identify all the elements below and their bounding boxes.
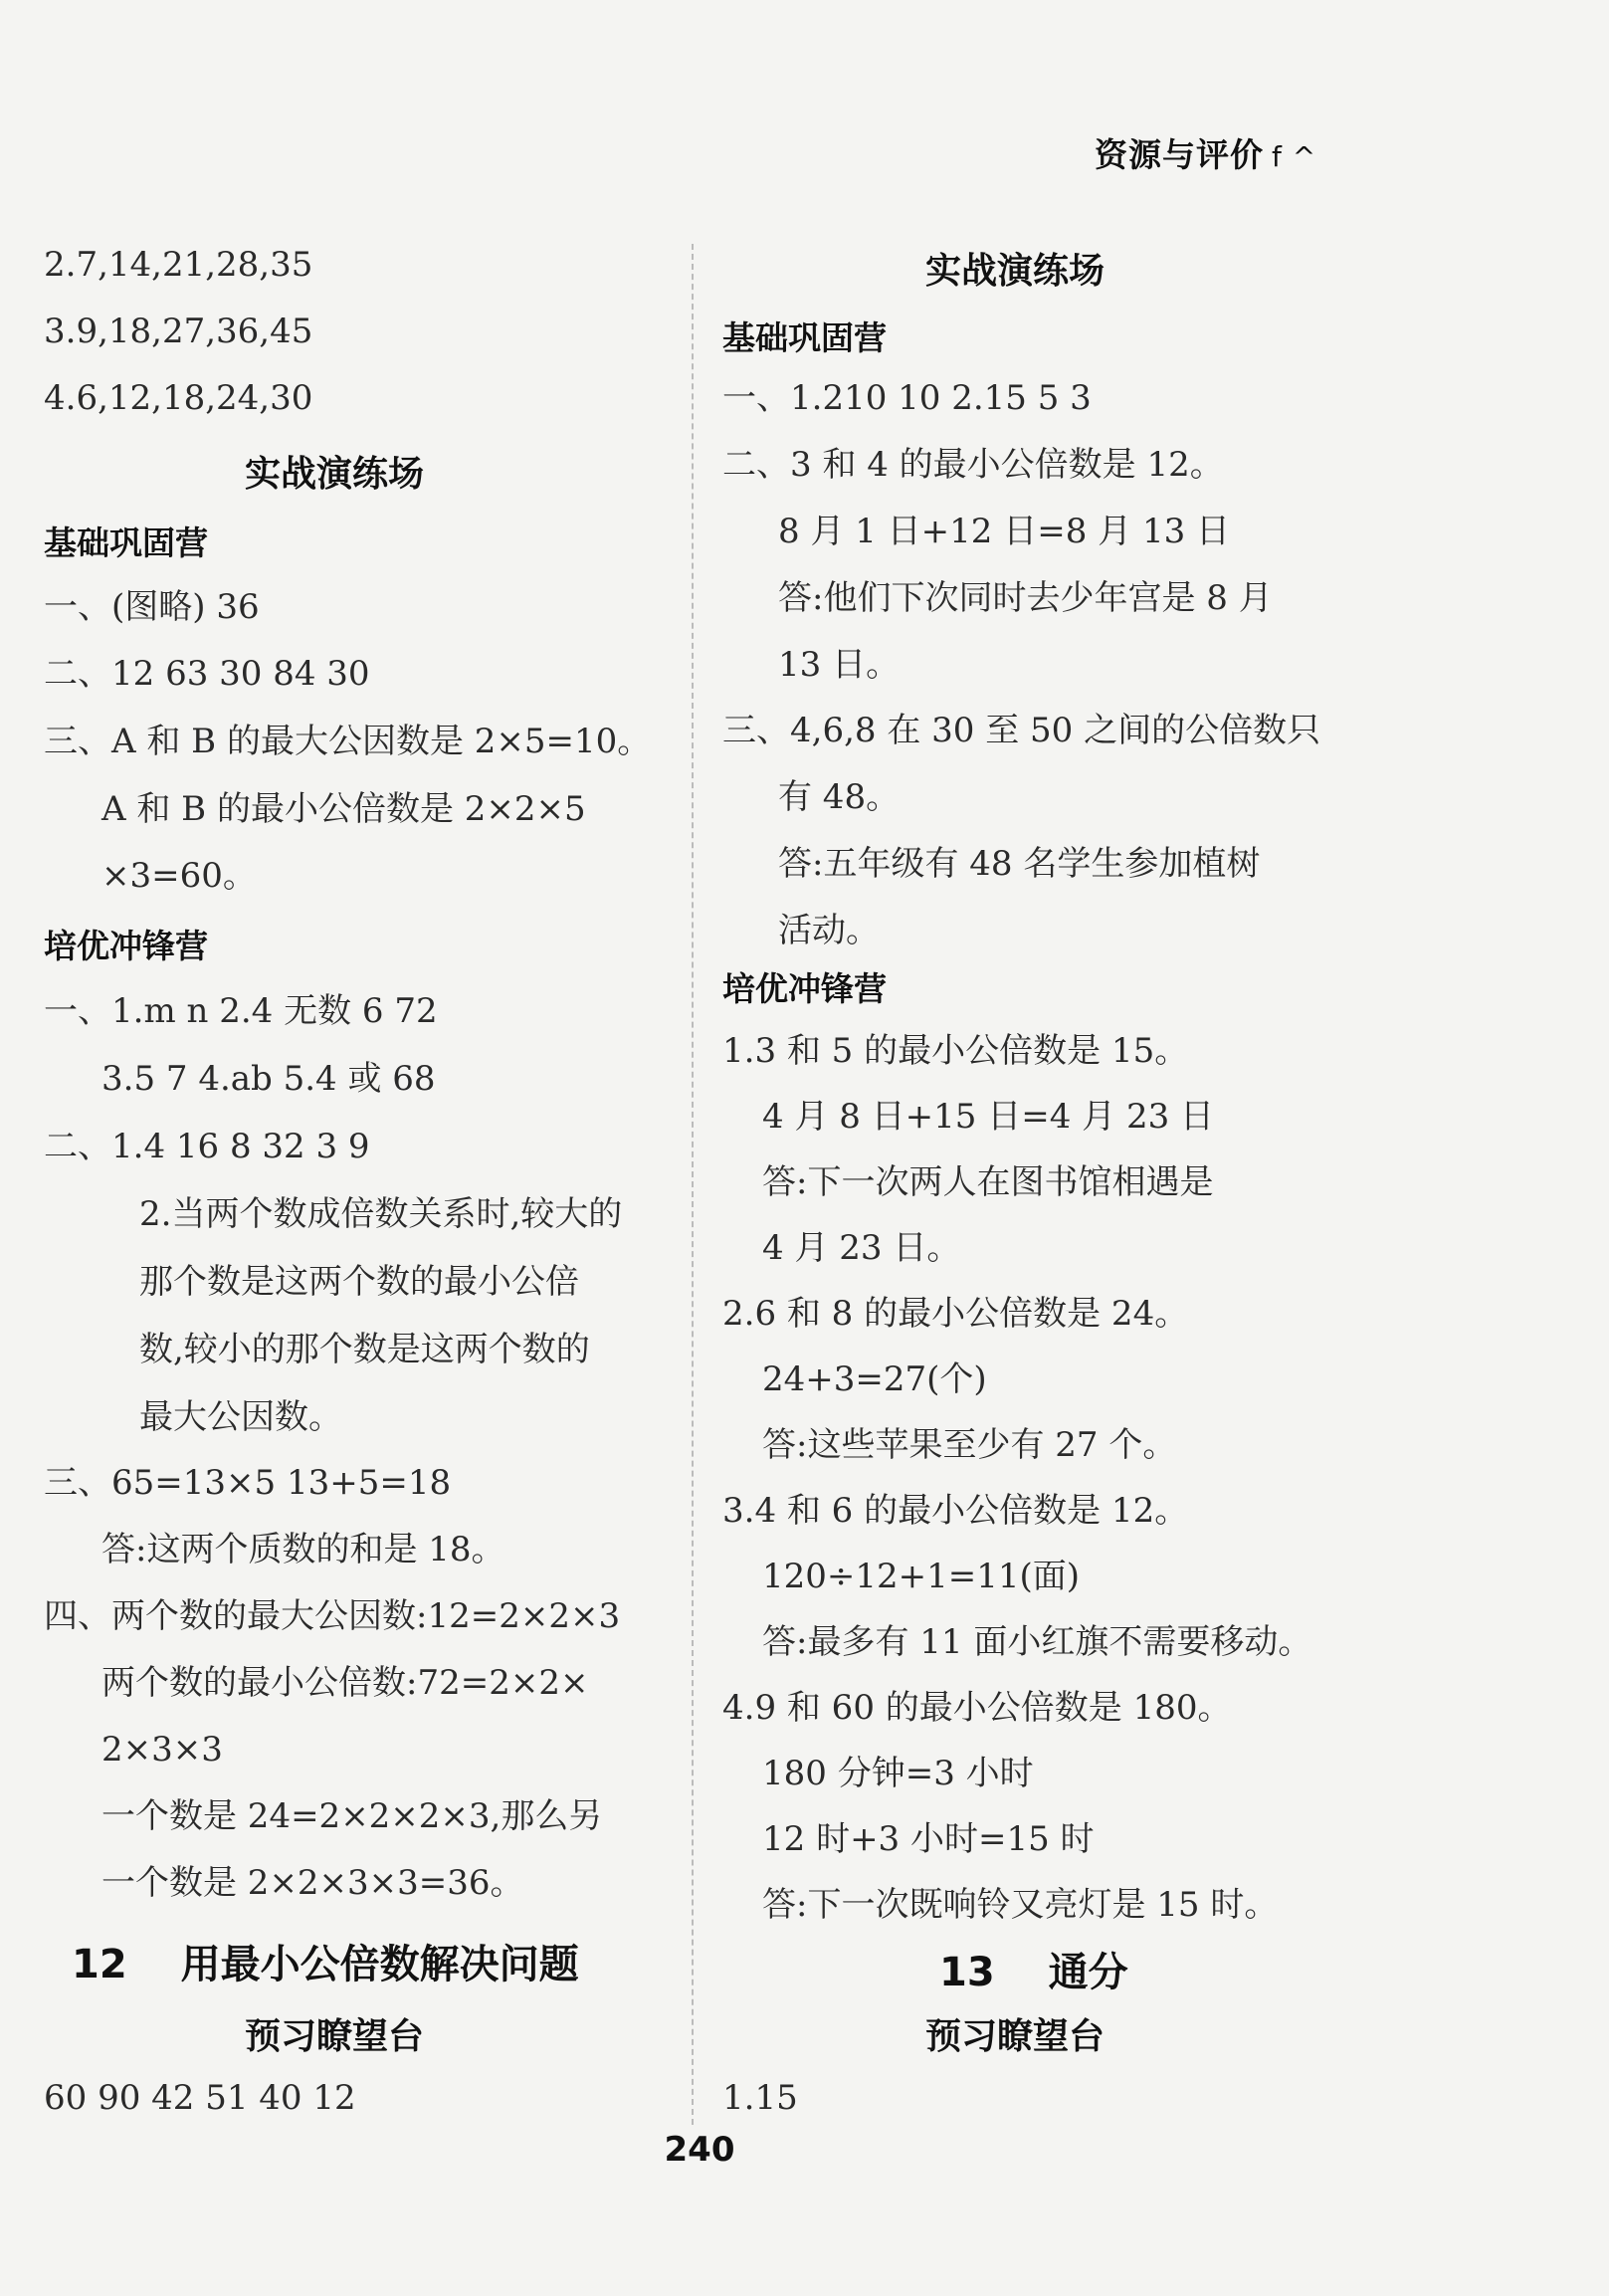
header-mark: f ^	[1272, 140, 1317, 173]
answer-line: 两个数的最小公倍数:72=2×2×	[101, 1663, 589, 1703]
section-title: 预习瞭望台	[925, 2016, 1106, 2057]
answer-line: 答:这些苹果至少有 27 个。	[762, 1425, 1177, 1465]
answer-line: 答:下一次两人在图书馆相遇是	[762, 1162, 1214, 1202]
answer-line: 4 月 23 日。	[762, 1228, 961, 1268]
answer-line: 答:五年级有 48 名学生参加植树	[778, 844, 1261, 884]
answer-line: A 和 B 的最小公倍数是 2×2×5	[101, 789, 586, 829]
answer-line: 3.4 和 6 的最小公倍数是 12。	[722, 1491, 1189, 1531]
answer-line: 一、(图略) 36	[44, 587, 260, 627]
page-number: 240	[664, 2130, 735, 2170]
answer-line: 12 时+3 小时=15 时	[762, 1819, 1095, 1859]
answer-line: 数,较小的那个数是这两个数的	[139, 1330, 590, 1369]
answer-line: 2×3×3	[101, 1730, 223, 1770]
answer-line: 2.7,14,21,28,35	[44, 245, 313, 285]
section-title: 实战演练场	[245, 454, 425, 495]
answer-line: 二、1.4 16 8 32 3 9	[44, 1127, 370, 1166]
chapter-number: 13	[939, 1950, 995, 1995]
answer-line: 2.当两个数成倍数关系时,较大的	[139, 1194, 623, 1234]
answer-line: ×3=60。	[101, 856, 257, 896]
answer-line: 有 48。	[778, 777, 901, 817]
answer-line: 一个数是 2×2×3×3=36。	[101, 1863, 524, 1903]
answer-line: 180 分钟=3 小时	[762, 1754, 1034, 1793]
page-header	[1095, 129, 1316, 176]
chapter-title	[72, 1933, 579, 1989]
chapter-name: 通分	[1048, 1950, 1128, 1995]
answer-line: 答:最多有 11 面小红旗不需要移动。	[762, 1622, 1312, 1662]
answer-line: 二、3 和 4 的最小公倍数是 12。	[722, 445, 1224, 485]
section-title: 预习瞭望台	[245, 2016, 425, 2057]
answer-line: 那个数是这两个数的最小公倍	[139, 1262, 579, 1302]
section-title: 实战演练场	[925, 251, 1106, 292]
answer-line: 1.3 和 5 的最小公倍数是 15。	[722, 1031, 1189, 1071]
answer-line: 1.15	[722, 2078, 798, 2118]
answer-line: 3.5 7 4.ab 5.4 或 68	[101, 1059, 436, 1099]
subsection-title: 培优冲锋营	[722, 969, 887, 1008]
answer-line: 答:他们下次同时去少年宫是 8 月	[778, 578, 1273, 618]
answer-line: 一、1.m n 2.4 无数 6 72	[44, 991, 438, 1031]
column-divider	[692, 244, 694, 2125]
answer-line: 4.6,12,18,24,30	[44, 378, 313, 418]
answer-line: 3.9,18,27,36,45	[44, 312, 313, 351]
answer-line: 2.6 和 8 的最小公倍数是 24。	[722, 1294, 1189, 1334]
answer-line: 三、A 和 B 的最大公因数是 2×5=10。	[44, 722, 652, 761]
answer-line: 一个数是 24=2×2×2×3,那么另	[101, 1796, 603, 1836]
answer-line: 活动。	[778, 911, 880, 950]
answer-line: 4 月 8 日+15 日=4 月 23 日	[762, 1097, 1215, 1137]
chapter-number: 12	[72, 1942, 127, 1987]
chapter-name: 用最小公倍数解决问题	[180, 1942, 579, 1987]
header-title: 资源与评价	[1095, 135, 1264, 174]
answer-line: 答:下一次既响铃又亮灯是 15 时。	[762, 1885, 1279, 1925]
answer-line: 最大公因数。	[139, 1397, 342, 1437]
answer-line: 三、4,6,8 在 30 至 50 之间的公倍数只	[722, 711, 1321, 750]
answer-line: 四、两个数的最大公因数:12=2×2×3	[44, 1596, 621, 1636]
answer-line: 60 90 42 51 40 12	[44, 2078, 356, 2118]
answer-line: 120÷12+1=11(面)	[762, 1557, 1081, 1596]
answer-line: 一、1.210 10 2.15 5 3	[722, 378, 1092, 418]
answer-line: 答:这两个质数的和是 18。	[101, 1530, 505, 1569]
answer-line: 8 月 1 日+12 日=8 月 13 日	[778, 512, 1231, 551]
subsection-title: 基础巩固营	[722, 318, 887, 357]
answer-line: 二、12 63 30 84 30	[44, 654, 370, 694]
answer-line: 24+3=27(个)	[762, 1359, 987, 1399]
answer-line: 三、65=13×5 13+5=18	[44, 1463, 452, 1503]
answer-line: 4.9 和 60 的最小公倍数是 180。	[722, 1688, 1232, 1728]
subsection-title: 基础巩固营	[44, 523, 208, 562]
subsection-title: 培优冲锋营	[44, 927, 208, 965]
answer-line: 13 日。	[778, 645, 901, 685]
chapter-title	[939, 1941, 1128, 1997]
